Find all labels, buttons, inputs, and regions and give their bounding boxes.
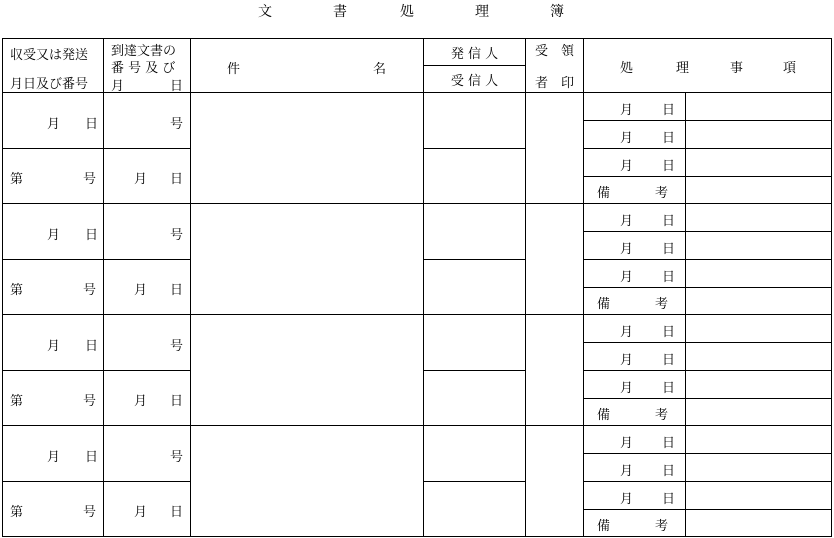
entry-label: 備 bbox=[597, 408, 611, 423]
process-detail-cell[interactable] bbox=[686, 482, 832, 510]
header-label: 件 bbox=[227, 62, 241, 77]
process-date-cell[interactable] bbox=[584, 426, 686, 454]
entry-label: 月 bbox=[620, 214, 634, 229]
entry-label: 第 bbox=[10, 394, 24, 409]
sent-number-cell[interactable] bbox=[3, 371, 104, 426]
entry-label: 月 bbox=[620, 242, 634, 257]
recipient-cell[interactable] bbox=[424, 371, 526, 426]
process-date-cell[interactable] bbox=[584, 232, 686, 260]
header-processing bbox=[584, 39, 832, 93]
process-detail-cell[interactable] bbox=[686, 121, 832, 149]
entry-label: 日 bbox=[170, 283, 184, 298]
entry-label: 月 bbox=[620, 353, 634, 368]
remarks-cell[interactable] bbox=[584, 288, 686, 315]
arrival-date-cell[interactable] bbox=[104, 371, 191, 426]
process-detail-cell[interactable] bbox=[686, 315, 832, 343]
sender-cell[interactable] bbox=[424, 204, 526, 260]
document-title bbox=[0, 0, 834, 26]
subject-cell[interactable] bbox=[191, 426, 424, 537]
entry-label: 月 bbox=[47, 117, 61, 132]
arrival-number-cell[interactable] bbox=[104, 315, 191, 371]
remarks-detail-cell[interactable] bbox=[686, 288, 832, 315]
process-date-cell[interactable] bbox=[584, 315, 686, 343]
entry-label: 月 bbox=[47, 339, 61, 354]
entry-label: 日 bbox=[85, 228, 99, 243]
header-label: 事 bbox=[730, 61, 744, 76]
sent-number-cell[interactable] bbox=[3, 149, 104, 204]
header-label: 月 bbox=[111, 79, 125, 93]
header-label: 受 領 bbox=[534, 44, 574, 59]
process-date-cell[interactable] bbox=[584, 371, 686, 399]
recipient-cell[interactable] bbox=[424, 482, 526, 537]
process-detail-cell[interactable] bbox=[686, 232, 832, 260]
process-detail-cell[interactable] bbox=[686, 343, 832, 371]
remarks-detail-cell[interactable] bbox=[686, 510, 832, 537]
sender-cell[interactable] bbox=[424, 315, 526, 371]
entry-label: 日 bbox=[85, 117, 99, 132]
subject-cell[interactable] bbox=[191, 315, 424, 426]
entry-label: 号 bbox=[83, 505, 97, 520]
entry-label: 月 bbox=[134, 283, 148, 298]
entry-label: 日 bbox=[662, 270, 676, 285]
process-date-cell[interactable] bbox=[584, 149, 686, 177]
entry-label: 日 bbox=[662, 103, 676, 118]
process-detail-cell[interactable] bbox=[686, 454, 832, 482]
process-detail-cell[interactable] bbox=[686, 204, 832, 232]
arrival-number-cell[interactable] bbox=[104, 204, 191, 260]
entry-label: 月 bbox=[134, 505, 148, 520]
entry-label: 号 bbox=[83, 394, 97, 409]
entry-label: 月 bbox=[620, 464, 634, 479]
entry-label: 備 bbox=[597, 186, 611, 201]
entry-label: 日 bbox=[662, 242, 676, 257]
entry-label: 月 bbox=[620, 492, 634, 507]
entry-label: 号 bbox=[83, 172, 97, 187]
title-char: 理 bbox=[475, 4, 489, 20]
entry-label: 号 bbox=[170, 117, 184, 132]
entry-label: 月 bbox=[620, 325, 634, 340]
document-register-table bbox=[2, 38, 832, 537]
header-label: 名 bbox=[373, 62, 387, 77]
header-label: 日 bbox=[170, 79, 184, 93]
entry-label: 備 bbox=[597, 519, 611, 534]
arrival-number-cell[interactable] bbox=[104, 426, 191, 482]
header-sender: 発 信 人 bbox=[424, 39, 526, 66]
entry-label: 日 bbox=[662, 214, 676, 229]
header-label: 到達文書の bbox=[111, 44, 177, 59]
entry-row bbox=[3, 93, 832, 121]
arrival-date-cell[interactable] bbox=[104, 482, 191, 537]
entry-label: 月 bbox=[620, 270, 634, 285]
received-date-cell[interactable] bbox=[3, 204, 104, 260]
remarks-cell[interactable] bbox=[584, 399, 686, 426]
entry-label: 考 bbox=[655, 297, 669, 312]
entry-label: 日 bbox=[170, 172, 184, 187]
entry-label: 日 bbox=[662, 325, 676, 340]
seal-cell[interactable] bbox=[526, 93, 584, 204]
header-label: 収受又は発送 bbox=[10, 48, 89, 63]
title-char: 書 bbox=[333, 4, 347, 20]
header-recipient: 受 信 人 bbox=[424, 66, 526, 93]
recipient-cell[interactable] bbox=[424, 149, 526, 204]
process-date-cell[interactable] bbox=[584, 343, 686, 371]
title-char: 簿 bbox=[550, 4, 564, 20]
subject-cell[interactable] bbox=[191, 204, 424, 315]
seal-cell[interactable] bbox=[526, 204, 584, 315]
process-date-cell[interactable] bbox=[584, 454, 686, 482]
entry-label: 備 bbox=[597, 297, 611, 312]
entry-label: 第 bbox=[10, 505, 24, 520]
entry-label: 日 bbox=[662, 381, 676, 396]
seal-cell[interactable] bbox=[526, 426, 584, 537]
process-detail-cell[interactable] bbox=[686, 426, 832, 454]
received-date-cell[interactable] bbox=[3, 426, 104, 482]
entry-label: 月 bbox=[47, 450, 61, 465]
sender-cell[interactable] bbox=[424, 426, 526, 482]
received-date-cell[interactable] bbox=[3, 315, 104, 371]
header-label: 者 印 bbox=[534, 76, 574, 91]
entry-label: 日 bbox=[85, 450, 99, 465]
sender-cell[interactable] bbox=[424, 93, 526, 149]
header-label: 項 bbox=[783, 61, 797, 76]
entry-label: 月 bbox=[620, 436, 634, 451]
entry-label: 号 bbox=[170, 450, 184, 465]
title-char: 処 bbox=[400, 4, 414, 20]
entry-label: 日 bbox=[662, 159, 676, 174]
arrival-number-cell[interactable] bbox=[104, 93, 191, 149]
process-date-cell[interactable] bbox=[584, 260, 686, 288]
header-receipt-seal bbox=[526, 39, 584, 93]
process-date-cell[interactable] bbox=[584, 93, 686, 121]
entry-label: 月 bbox=[620, 131, 634, 146]
title-char: 文 bbox=[258, 4, 272, 20]
header-row bbox=[3, 39, 832, 66]
process-detail-cell[interactable] bbox=[686, 93, 832, 121]
process-date-cell[interactable] bbox=[584, 204, 686, 232]
arrival-date-cell[interactable] bbox=[104, 260, 191, 315]
remarks-cell[interactable] bbox=[584, 510, 686, 537]
remarks-detail-cell[interactable] bbox=[686, 399, 832, 426]
entry-row bbox=[3, 426, 832, 454]
entry-label: 第 bbox=[10, 283, 24, 298]
header-label: 処 bbox=[620, 61, 634, 76]
header-arrival bbox=[104, 39, 191, 93]
header-label: 理 bbox=[676, 61, 690, 76]
entry-label: 月 bbox=[620, 381, 634, 396]
entry-row bbox=[3, 204, 832, 232]
subject-cell[interactable] bbox=[191, 93, 424, 204]
entry-label: 第 bbox=[10, 172, 24, 187]
header-label: 番 号 及 び bbox=[111, 61, 176, 76]
remarks-cell[interactable] bbox=[584, 177, 686, 204]
entry-label: 日 bbox=[662, 492, 676, 507]
process-detail-cell[interactable] bbox=[686, 149, 832, 177]
entry-label: 号 bbox=[170, 228, 184, 243]
process-detail-cell[interactable] bbox=[686, 371, 832, 399]
seal-cell[interactable] bbox=[526, 315, 584, 426]
sent-number-cell[interactable] bbox=[3, 482, 104, 537]
entry-label: 号 bbox=[83, 283, 97, 298]
entry-label: 月 bbox=[620, 103, 634, 118]
arrival-date-cell[interactable] bbox=[104, 149, 191, 204]
entry-label: 考 bbox=[655, 408, 669, 423]
entry-label: 月 bbox=[134, 172, 148, 187]
entry-label: 日 bbox=[662, 353, 676, 368]
entry-label: 月 bbox=[47, 228, 61, 243]
remarks-detail-cell[interactable] bbox=[686, 177, 832, 204]
entry-label: 日 bbox=[662, 464, 676, 479]
entry-label: 号 bbox=[170, 339, 184, 354]
header-label: 月日及び番号 bbox=[10, 77, 89, 92]
recipient-cell[interactable] bbox=[424, 260, 526, 315]
entry-label: 日 bbox=[170, 505, 184, 520]
entry-label: 日 bbox=[85, 339, 99, 354]
entry-label: 考 bbox=[655, 519, 669, 534]
process-detail-cell[interactable] bbox=[686, 260, 832, 288]
header-subject bbox=[191, 39, 424, 93]
entry-label: 日 bbox=[662, 131, 676, 146]
process-date-cell[interactable] bbox=[584, 482, 686, 510]
process-date-cell[interactable] bbox=[584, 121, 686, 149]
header-receive-send bbox=[3, 39, 104, 93]
entry-label: 日 bbox=[662, 436, 676, 451]
entry-label: 日 bbox=[170, 394, 184, 409]
entry-row bbox=[3, 315, 832, 343]
sent-number-cell[interactable] bbox=[3, 260, 104, 315]
received-date-cell[interactable] bbox=[3, 93, 104, 149]
entry-label: 月 bbox=[134, 394, 148, 409]
entry-label: 月 bbox=[620, 159, 634, 174]
entry-label: 考 bbox=[655, 186, 669, 201]
